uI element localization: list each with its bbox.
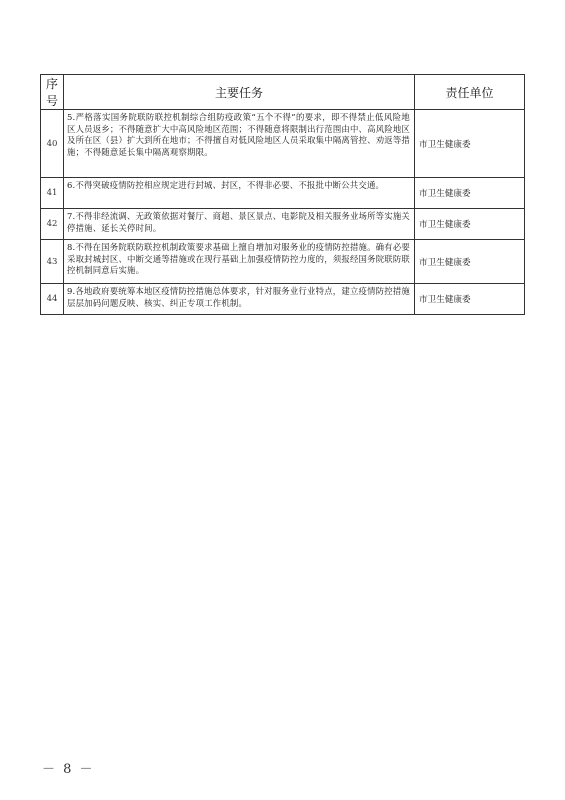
table-row bbox=[41, 178, 525, 209]
page-number: － 8 － bbox=[42, 762, 95, 777]
row-task: 5.严格落实国务院联防联控机制综合组防疫政策“五个不得”的要求，即不得禁止低风险地区人员返乡；不得随意扩大中高风险地区范围；不得随意将限制出行范围由中、高风险地区及所在区（县）扩大到所在地市；不得擅自对低风险地区人员采取集中隔离管控、劝返等措施；不得随意延长集中隔离观察期限。 bbox=[64, 110, 415, 178]
row-task: 6.不得突破疫情防控相应规定进行封城、封区，不得非必要、不报批中断公共交通。 bbox=[64, 178, 415, 209]
row-unit: 市卫生健康委 bbox=[415, 284, 525, 315]
row-number: 42 bbox=[41, 209, 64, 240]
task-table bbox=[40, 74, 525, 315]
header-main-task: 主要任务 bbox=[64, 75, 415, 110]
row-unit: 市卫生健康委 bbox=[415, 240, 525, 284]
header-number: 序号 bbox=[41, 75, 64, 110]
row-number: 40 bbox=[41, 110, 64, 178]
row-unit: 市卫生健康委 bbox=[415, 110, 525, 178]
row-number: 43 bbox=[41, 240, 64, 284]
row-number: 44 bbox=[41, 284, 64, 315]
row-task: 8.不得在国务院联防联控机制政策要求基础上擅自增加对服务业的疫情防控措施。确有必要采取封城封区、中断交通等措施或在现行基础上加强疫情防控力度的，须报经国务院联防联控机制同意后实施。 bbox=[64, 240, 415, 284]
table-row bbox=[41, 110, 525, 178]
row-unit: 市卫生健康委 bbox=[415, 178, 525, 209]
header-responsible-unit: 责任单位 bbox=[415, 75, 525, 110]
table-row bbox=[41, 240, 525, 284]
row-number: 41 bbox=[41, 178, 64, 209]
row-task: 9.各地政府要统筹本地区疫情防控措施总体要求，针对服务业行业特点，建立疫情防控措施层层加码问题反映、核实、纠正专项工作机制。 bbox=[64, 284, 415, 315]
row-unit: 市卫生健康委 bbox=[415, 209, 525, 240]
table-row bbox=[41, 284, 525, 315]
table-row bbox=[41, 209, 525, 240]
row-task: 7.不得非经流调、无政策依据对餐厅、商超、景区景点、电影院及相关服务业场所等实施关停措施、延长关停时间。 bbox=[64, 209, 415, 240]
table-header-row bbox=[41, 75, 525, 110]
